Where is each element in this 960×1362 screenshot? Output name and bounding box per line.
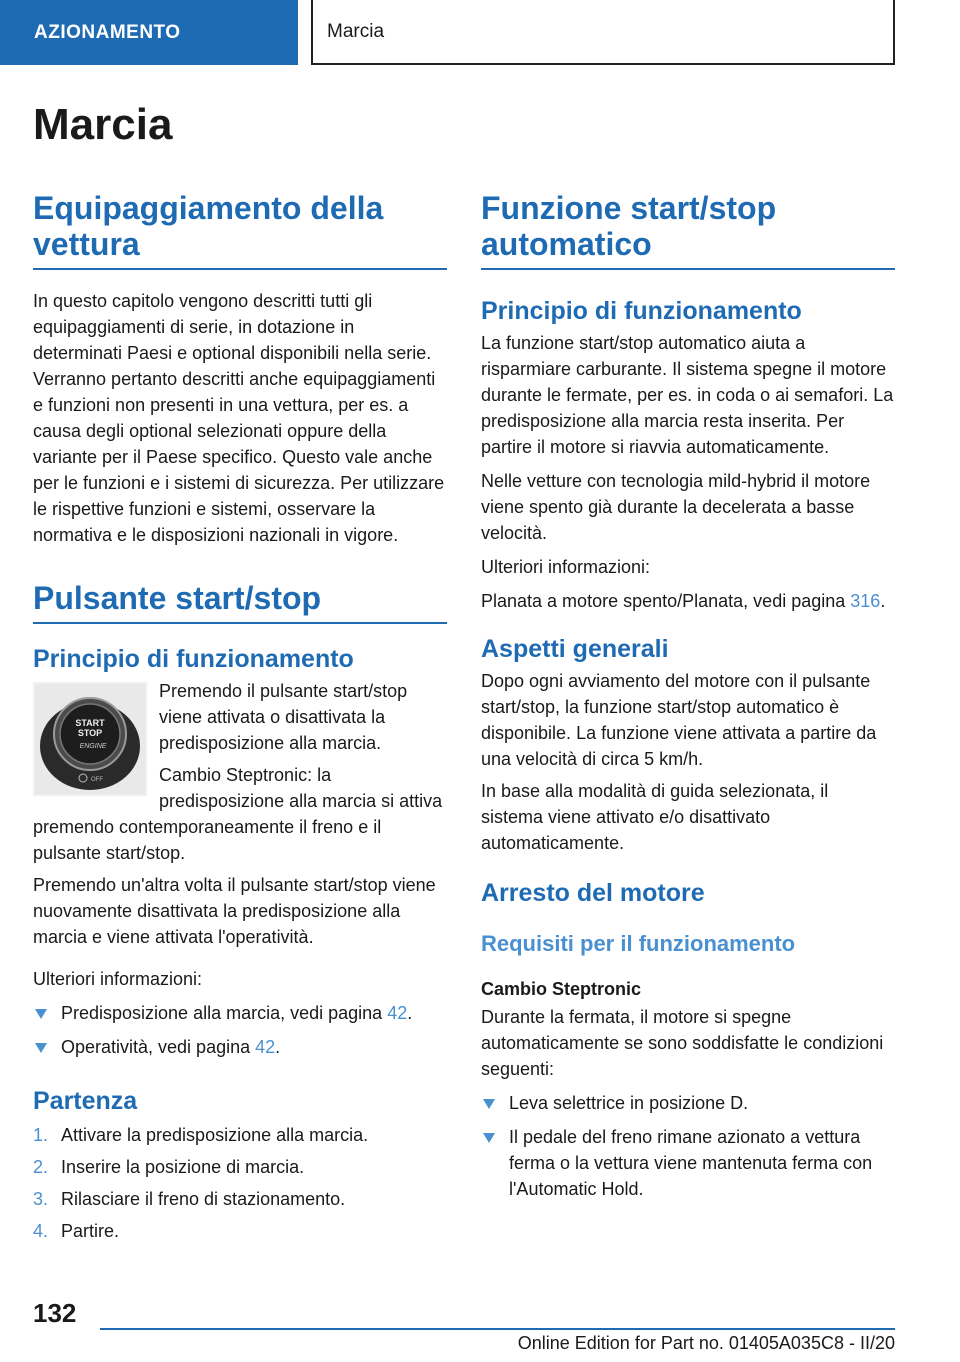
step-item: 4. Partire. (33, 1221, 120, 1241)
page-number: 132 (33, 1298, 77, 1328)
stop-p1: Durante la fermata, il motore si spegne automaticamente se sono soddisfatte le condizioni seguenti: (481, 1007, 884, 1079)
page-link[interactable]: 316 (850, 591, 881, 611)
general-p1: Dopo ogni avviamento del motore con il pulsante start/stop, la funzione start/stop automatico è disponibile. La funzione viene attivata a partire da una velocità di circa 5 km/h. (481, 671, 877, 769)
section-tab (0, 0, 298, 65)
triangle-bullet-icon (483, 1099, 495, 1109)
equipment-text: In questo capitolo vengono descritti tutti gli equipaggiamenti di serie, in dotazione in determinati Paesi e optional disponibili nella serie. Verranno pertanto descritti anche equipaggiamenti e funzioni non presenti in una vettura, per es. a causa degli optional selezionati oppure della variante per il Paese specifico. Questo vale anche per le funzioni e i sistemi di sicurezza. Per utilizzare le rispettive funzioni e sistemi, osservare la normativa e le disposizioni nazionali in vigore. (33, 291, 445, 545)
auto-principle-heading: Principio di funzionamento (481, 297, 802, 325)
list-item: Operatività, vedi pagina 42. (33, 1034, 447, 1060)
footer-divider (100, 1328, 895, 1330)
page-title: Marcia (33, 100, 173, 149)
button-label-off: OFF (91, 777, 103, 783)
general-heading: Aspetti generali (481, 635, 669, 663)
engine-stop-heading: Arresto del motore (481, 879, 705, 907)
steptronic-label: Cambio Steptronic (481, 979, 642, 999)
topic-tab (311, 0, 895, 65)
topic-label: Marcia (327, 20, 385, 42)
button-more-info: Ulteriori informazioni: (33, 969, 203, 989)
step-item: 2. Inserire la posizione di marcia. (33, 1157, 305, 1177)
button-label-engine: ENGINE (79, 743, 107, 750)
section-label: AZIONAMENTO (34, 21, 181, 43)
list-item: Leva selettrice in posizione D. (481, 1090, 895, 1116)
button-p1: Premendo il pulsante start/stop viene attivata o disattivata la predisposizione alla marcia. (159, 681, 408, 753)
left-column (33, 190, 447, 1244)
requirements-heading: Requisiti per il funzionamento (481, 931, 796, 956)
auto-p2: Nelle vetture con tecnologia mild-hybrid il motore viene spento già durante la decelerata a basse velocità. (481, 471, 871, 543)
step-item: 1. Attivare la predisposizione alla marcia. (33, 1125, 369, 1145)
start-stop-button-image (33, 682, 147, 796)
button-label-start: START (75, 718, 105, 728)
button-label-stop: STOP (77, 728, 103, 738)
auto-reference: Planata a motore spento/Planata, vedi pagina 316. (481, 591, 886, 611)
auto-start-stop-heading: Funzione start/stop automatico (481, 190, 895, 270)
button-section-body (33, 678, 447, 1060)
start-stop-button-heading: Pulsante start/stop (33, 580, 447, 624)
button-p2: Cambio Steptronic: la predisposizione alla marcia si attiva premendo contemporaneamente il freno e il pulsante start/stop. (33, 765, 443, 863)
triangle-bullet-icon (35, 1009, 47, 1019)
button-reference-list (33, 1000, 447, 1060)
step-item: 3. Rilasciare il freno di stazionamento. (33, 1189, 346, 1209)
edition-note: Online Edition for Part no. 01405A035C8 - II/20 (517, 1333, 895, 1353)
right-column (481, 190, 895, 1202)
equipment-heading: Equipaggiamento della vettura (33, 190, 447, 270)
departure-steps (33, 1122, 447, 1244)
triangle-bullet-icon (35, 1043, 47, 1053)
page-link[interactable]: 42 (387, 1003, 408, 1023)
button-principle-heading: Principio di funzionamento (33, 645, 354, 673)
auto-more-info: Ulteriori informazioni: (481, 557, 651, 577)
page-link[interactable]: 42 (255, 1037, 276, 1057)
auto-p1: La funzione start/stop automatico aiuta a risparmiare carburante. Il sistema spegne il motore durante le fermate, per es. in coda o ai semafori. La predisposizione alla marcia resta inserita. Per partire il motore si riavvia automaticamente. (481, 333, 894, 457)
departure-heading: Partenza (33, 1087, 138, 1115)
list-item: Predisposizione alla marcia, vedi pagina 42. (33, 1000, 447, 1026)
start-stop-button-icon (35, 684, 145, 794)
general-p2: In base alla modalità di guida selezionata, il sistema viene attivato e/o disattivato automaticamente. (481, 781, 829, 853)
button-p3: Premendo un'altra volta il pulsante start/stop viene nuovamente disattivata la predisposizione alla marcia e viene attivata l'operatività. (33, 875, 436, 947)
triangle-bullet-icon (483, 1133, 495, 1143)
stop-conditions-list (481, 1090, 895, 1202)
list-item: Il pedale del freno rimane azionato a vettura ferma o la vettura viene mantenuta ferma con l'Automatic Hold. (481, 1124, 895, 1202)
